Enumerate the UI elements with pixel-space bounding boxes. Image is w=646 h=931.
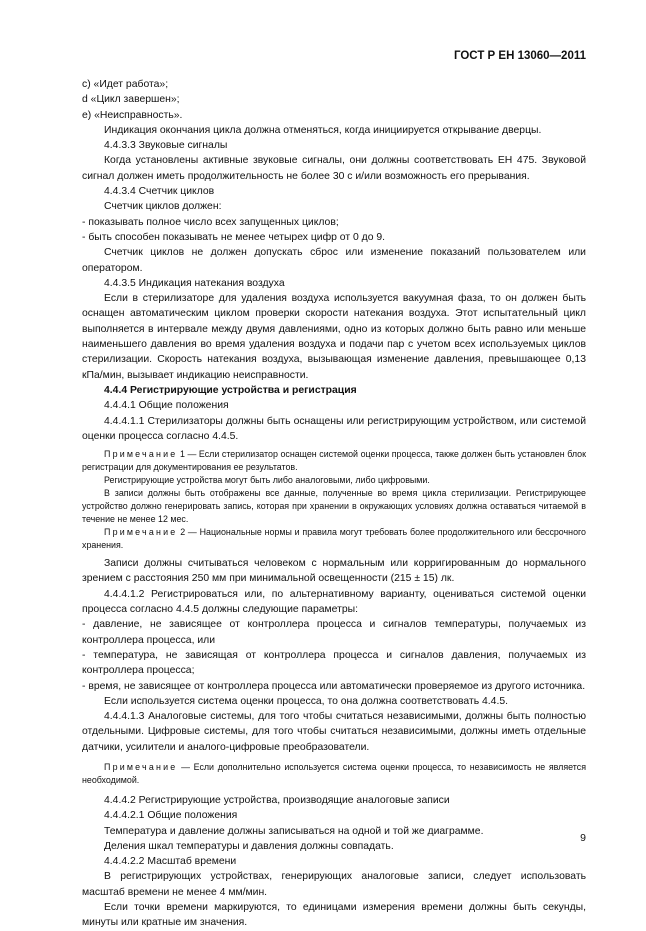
note-text: 1 — Если стерилизатор оснащен системой оценки процесса, также должен быть установлен блок регистрации для документирования ее результатов. [82, 449, 586, 473]
note-label: Примечание [104, 761, 178, 772]
note: В записи должны быть отображены все данные, полученные во время цикла стерилизации. Регистрирующее устройство должно генерировать запись, которая при хранении в окружающих условиях должна оставаться читаемой в течение не менее 12 мес. [82, 488, 586, 525]
paragraph: Индикация окончания цикла должна отменяться, когда инициируется открывание дверцы. [104, 124, 542, 136]
section-heading: 4.4.4 Регистрирующие устройства и регистрация [104, 384, 357, 396]
section-heading: 4.4.3.4 Счетчик циклов [104, 186, 215, 198]
paragraph: Если точки времени маркируются, то единицами измерения времени должны быть секунды, минуты или кратные им значения. [82, 902, 586, 929]
paragraph: 4.4.4.1.1 Стерилизаторы должны быть оснащены или регистрирующим устройством, или системой оценки процесса согласно 4.4.5. [82, 415, 586, 442]
section-heading: 4.4.3.5 Индикация натекания воздуха [104, 277, 285, 289]
note [82, 448, 586, 474]
list-item: - быть способен показывать не менее четырех цифр от 0 до 9. [82, 231, 386, 243]
document-header: ГОСТ Р ЕН 13060—2011 [453, 50, 586, 62]
paragraph: Счетчик циклов не должен допускать сброс или изменение показаний пользователем или оператором. [82, 247, 586, 274]
note-label: Примечание [104, 449, 178, 460]
paragraph: Если в стерилизаторе для удаления воздуха используется вакуумная фаза, то он должен быть оснащен автоматическим циклом проверки скорости натекания воздуха. Этот испытательный цикл выполняется в интервале между двумя давлениями, одно из которых должно быть равно или меньше наименьшего давления во время удаления воздуха и подачи пар с учетом всех используемых циклов стерилизации. Скорость натекания воздуха, вызывающая изменение давления, превышающее 0,13 кПа/мин, вызывает индикацию неисправности. [82, 293, 586, 381]
section-heading: 4.4.4.1 Общие положения [104, 400, 229, 412]
note [82, 526, 586, 552]
paragraph: Записи должны считываться человеком с нормальным или корригированным до нормального зрением с расстояния 250 мм при минимальной освещенности (215 ± 15) лк. [82, 558, 586, 585]
note [82, 761, 586, 787]
list-item: d «Цикл завершен»; [82, 94, 180, 106]
paragraph: Счетчик циклов должен: [104, 201, 222, 213]
page-body [82, 77, 586, 931]
section-heading: 4.4.3.3 Звуковые сигналы [104, 140, 228, 152]
paragraph: Если используется система оценки процесса, то она должна соответствовать 4.4.5. [104, 695, 509, 707]
note-label: Примечание [104, 527, 178, 538]
note-text: 2 — Национальные нормы и правила могут требовать более продолжительного или бессрочного хранения. [82, 527, 586, 551]
page-number: 9 [580, 832, 586, 844]
list-item: - время, не зависящее от контроллера процесса или автоматически проверяемое из другого источника. [82, 680, 586, 692]
section-heading: 4.4.4.2.1 Общие положения [104, 810, 238, 822]
note: Регистрирующие устройства могут быть либо аналоговыми, либо цифровыми. [104, 475, 430, 486]
paragraph: В регистрирующих устройствах, генерирующих аналоговые записи, следует использовать масштаб времени не менее 4 мм/мин. [82, 871, 586, 898]
paragraph: 4.4.4.1.3 Аналоговые системы, для того чтобы считаться независимыми, должны быть полностью отдельными. Цифровые системы, для того чтобы считаться независимыми, должны иметь отдельные датчики, усилители и аналого-цифровые преобразователи. [82, 711, 586, 753]
paragraph: 4.4.4.1.2 Регистрироваться или, по альтернативному варианту, оцениваться системой оценки процесса согласно 4.4.5 должны следующие параметры: [82, 588, 586, 616]
section-heading: 4.4.4.2 Регистрирующие устройства, производящие аналоговые записи [104, 794, 450, 806]
list-item: c) «Идет работа»; [82, 79, 169, 90]
note-text: — Если дополнительно используется система оценки процесса, то независимость не является необходимой. [82, 761, 586, 785]
list-item: - давление, не зависящее от контроллера процесса и сигналов температуры, получаемых из контроллера процесса, или [82, 619, 586, 646]
paragraph: Когда установлены активные звуковые сигналы, они должны соответствовать ЕН 475. Звуковой сигнал должен иметь продолжительность не более 30 с и/или возможность его прерывания. [82, 155, 586, 182]
section-heading: 4.4.4.2.2 Масштаб времени [104, 856, 237, 868]
paragraph: Температура и давление должны записываться на одной и той же диаграмме. [104, 825, 484, 837]
list-item: - показывать полное число всех запущенных циклов; [82, 216, 339, 228]
list-item: - температура, не зависящая от контроллера процесса и сигналов давления, получаемых из контроллера процесса; [82, 649, 586, 677]
paragraph: Деления шкал температуры и давления должны совпадать. [104, 840, 394, 852]
list-item: e) «Неисправность». [82, 109, 183, 121]
